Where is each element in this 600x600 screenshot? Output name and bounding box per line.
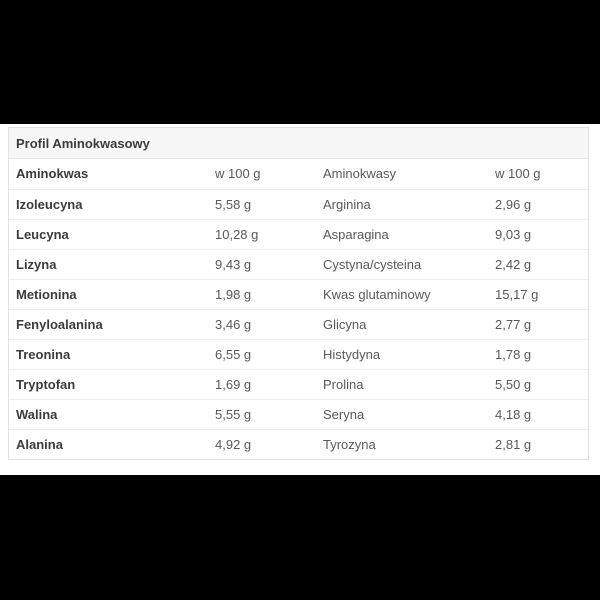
amino-name-left: Walina — [9, 399, 208, 429]
amino-value-left: 5,58 g — [208, 189, 316, 219]
amino-value-left: 1,69 g — [208, 369, 316, 399]
table-row — [9, 369, 588, 399]
amino-value-right: 2,42 g — [488, 249, 588, 279]
amino-value-right: 2,81 g — [488, 429, 588, 459]
panel-title: Profil Aminokwasowy — [16, 135, 150, 151]
amino-value-left: 5,55 g — [208, 399, 316, 429]
amino-name-right: Seryna — [316, 399, 488, 429]
table-row — [9, 309, 588, 339]
amino-value-left: 9,43 g — [208, 249, 316, 279]
column-header-w100g-left: w 100 g — [215, 166, 261, 182]
amino-value-right: 9,03 g — [488, 219, 588, 249]
table-row — [9, 399, 588, 429]
amino-name-left: Fenyloalanina — [9, 309, 208, 339]
amino-name-left: Izoleucyna — [9, 189, 208, 219]
amino-value-left: 4,92 g — [208, 429, 316, 459]
amino-name-right: Tyrozyna — [316, 429, 488, 459]
amino-value-left: 10,28 g — [208, 219, 316, 249]
column-header-aminokwas: Aminokwas — [16, 166, 89, 182]
amino-value-right: 4,18 g — [488, 399, 588, 429]
amino-name-right: Kwas glutaminowy — [316, 279, 488, 309]
table-row — [9, 429, 588, 459]
amino-value-right: 2,96 g — [488, 189, 588, 219]
amino-profile-panel — [8, 127, 589, 460]
column-header-w100g-right: w 100 g — [495, 166, 541, 182]
amino-name-left: Leucyna — [9, 219, 208, 249]
amino-table-body — [9, 189, 588, 459]
panel-header — [9, 128, 588, 159]
amino-table — [9, 159, 588, 459]
table-row — [9, 219, 588, 249]
amino-name-right: Prolina — [316, 369, 488, 399]
amino-value-left: 6,55 g — [208, 339, 316, 369]
amino-value-left: 1,98 g — [208, 279, 316, 309]
amino-name-right: Asparagina — [316, 219, 488, 249]
table-header-row — [9, 159, 588, 189]
amino-name-left: Tryptofan — [9, 369, 208, 399]
content-strip — [0, 124, 600, 475]
amino-name-left: Metionina — [9, 279, 208, 309]
amino-value-right: 15,17 g — [488, 279, 588, 309]
table-row — [9, 339, 588, 369]
amino-value-right: 2,77 g — [488, 309, 588, 339]
amino-name-right: Glicyna — [316, 309, 488, 339]
amino-name-left: Treonina — [9, 339, 208, 369]
table-row — [9, 249, 588, 279]
table-row — [9, 189, 588, 219]
amino-value-left: 3,46 g — [208, 309, 316, 339]
amino-value-right: 1,78 g — [488, 339, 588, 369]
amino-name-right: Histydyna — [316, 339, 488, 369]
amino-name-right: Cystyna/cysteina — [316, 249, 488, 279]
amino-name-right: Arginina — [316, 189, 488, 219]
table-row — [9, 279, 588, 309]
amino-value-right: 5,50 g — [488, 369, 588, 399]
column-header-aminokwasy: Aminokwasy — [323, 166, 396, 182]
amino-name-left: Lizyna — [9, 249, 208, 279]
amino-name-left: Alanina — [9, 429, 208, 459]
